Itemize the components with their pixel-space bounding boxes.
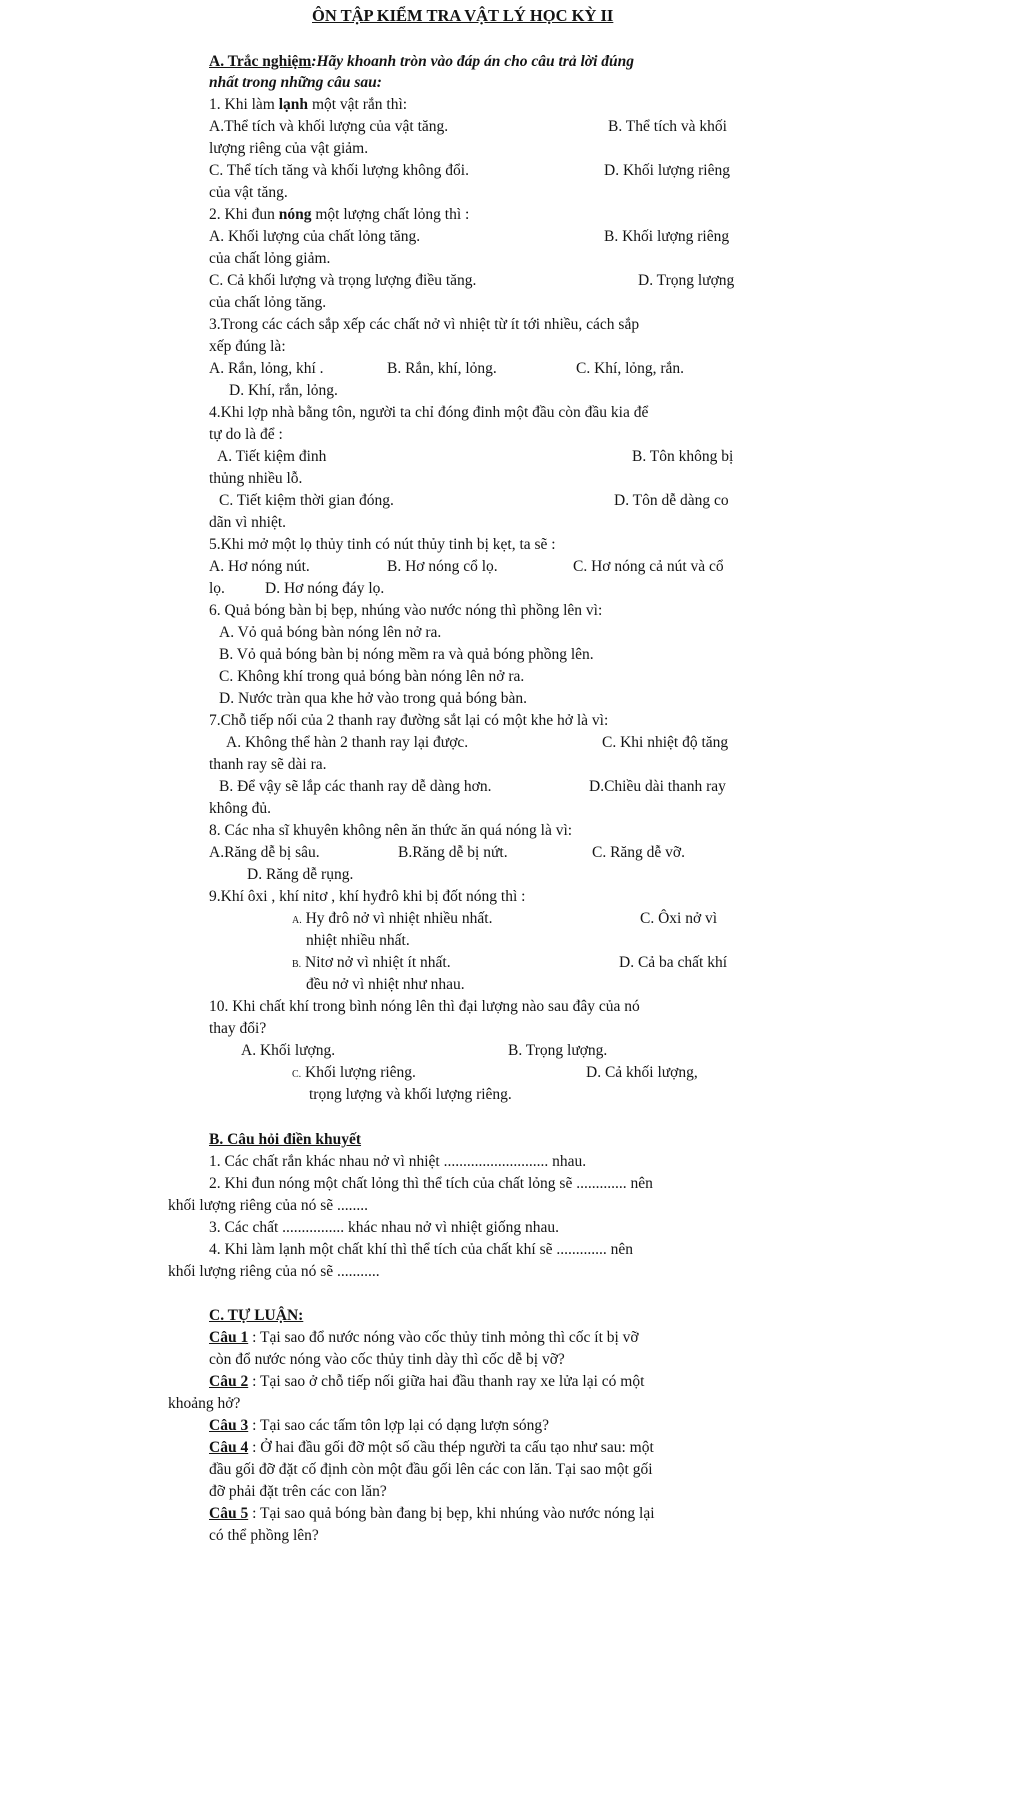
q9-option-d-cont: đều nở vì nhiệt như nhau. — [306, 976, 465, 993]
essay-question-3: Câu 3 : Tại sao các tấm tôn lợp lại có dạng lượn sóng? — [209, 1417, 550, 1434]
q7-option-c-cont: thanh ray sẽ dài ra. — [209, 756, 327, 773]
q2-option-b: B. Khối lượng riêng — [604, 228, 730, 245]
section-a-heading: A. Trắc nghiệm — [209, 53, 312, 70]
fill-blank-4-cont: khối lượng riêng của nó sẽ ........... — [168, 1263, 380, 1280]
q4-stem: 4.Khi lợp nhà bằng tôn, người ta chỉ đóng đinh một đầu còn đầu kia để — [209, 404, 649, 421]
section-b-heading: B. Câu hỏi điền khuyết — [209, 1131, 362, 1148]
q1-option-b: B. Thể tích và khối — [608, 118, 727, 135]
q8-option-c: C. Răng dễ vỡ. — [592, 844, 686, 861]
q1-option-d-cont: của vật tăng. — [209, 184, 288, 201]
q2-option-c: C. Cả khối lượng và trọng lượng điều tăng. — [209, 272, 477, 289]
q7-stem: 7.Chỗ tiếp nối của 2 thanh ray đường sắt lại có một khe hở là vì: — [209, 712, 609, 729]
q3-option-c: C. Khí, lỏng, rắn. — [576, 360, 685, 377]
q7-option-c: C. Khi nhiệt độ tăng — [602, 734, 729, 751]
section-a-instruction: nhất trong những câu sau: — [209, 74, 382, 91]
q6-stem: 6. Quả bóng bàn bị bẹp, nhúng vào nước nóng thì phồng lên vì: — [209, 602, 603, 619]
q2-option-d: D. Trọng lượng — [638, 272, 735, 289]
fill-blank-4: 4. Khi làm lạnh một chất khí thì thể tích của chất khí sẽ ............. nên — [209, 1241, 634, 1258]
section-c-heading: C. TỰ LUẬN: — [209, 1307, 304, 1324]
page-title: ÔN TẬP KIỂM TRA VẬT LÝ HỌC KỲ II — [312, 6, 614, 25]
essay-question-4-cont2: đỡ phải đặt trên các con lăn? — [209, 1483, 387, 1500]
q5-stem: 5.Khi mở một lọ thủy tinh có nút thủy tinh bị kẹt, ta sẽ : — [209, 536, 556, 553]
fill-blank-1: 1. Các chất rắn khác nhau nở vì nhiệt ........................... nhau. — [209, 1153, 587, 1170]
q8-option-d: D. Răng dễ rụng. — [247, 866, 354, 883]
q6-option-b: B. Vỏ quả bóng bàn bị nóng mềm ra và quả bóng phồng lên. — [219, 646, 594, 663]
essay-question-2-cont: khoảng hở? — [168, 1395, 241, 1412]
q8-option-a: A.Răng dễ bị sâu. — [209, 844, 320, 861]
q9-option-c-cont: nhiệt nhiều nhất. — [306, 932, 410, 949]
q4-option-d: D. Tôn dễ dàng co — [614, 492, 729, 509]
q4-option-c: C. Tiết kiệm thời gian đóng. — [219, 492, 394, 509]
q8-option-b: B.Răng dễ bị nứt. — [398, 844, 508, 861]
q2-option-b-cont: của chất lỏng giảm. — [209, 250, 331, 267]
q1-option-b-cont: lượng riêng của vật giảm. — [209, 140, 369, 157]
q5-option-a: A. Hơ nóng nút. — [209, 558, 310, 575]
fill-blank-2: 2. Khi đun nóng một chất lỏng thì thể tích của chất lỏng sẽ ............. nên — [209, 1175, 653, 1192]
q4-option-d-cont: dãn vì nhiệt. — [209, 514, 287, 531]
q3-option-d: D. Khí, rắn, lỏng. — [229, 382, 338, 399]
q3-option-b: B. Rắn, khí, lỏng. — [387, 360, 497, 377]
q5-option-c-cont: lọ. — [209, 580, 225, 597]
q1-option-a: A.Thể tích và khối lượng của vật tăng. — [209, 118, 449, 135]
essay-question-4: Câu 4 : Ở hai đầu gối đỡ một số cầu thép người ta cấu tạo như sau: một — [209, 1439, 654, 1456]
q9-option-c: C. Ôxi nở vì — [640, 910, 718, 927]
q10-stem: 10. Khi chất khí trong bình nóng lên thì đại lượng nào sau đây của nó — [209, 998, 640, 1015]
q5-option-c: C. Hơ nóng cả nút và cổ — [573, 558, 724, 575]
fill-blank-2-cont: khối lượng riêng của nó sẽ ........ — [168, 1197, 368, 1214]
q1-option-d: D. Khối lượng riêng — [604, 162, 730, 179]
q9-option-b: B. Nitơ nở vì nhiệt ít nhất. — [292, 954, 451, 971]
q2-option-d-cont: của chất lỏng tăng. — [209, 294, 327, 311]
essay-question-4-cont: đầu gối đỡ đặt cố định còn một đầu gối lên các con lăn. Tại sao một gối — [209, 1461, 653, 1478]
q2-stem: 2. Khi đun nóng một lượng chất lỏng thì : — [209, 206, 470, 223]
q3-option-a: A. Rắn, lỏng, khí . — [209, 360, 324, 377]
section-a-heading-line: A. Trắc nghiệm:Hãy khoanh tròn vào đáp án cho câu trả lời đúng — [209, 53, 635, 70]
q10-option-c: C. Khối lượng riêng. — [292, 1064, 416, 1081]
fill-blank-3: 3. Các chất ................ khác nhau nở vì nhiệt giống nhau. — [209, 1219, 559, 1236]
q3-stem: 3.Trong các cách sắp xếp các chất nở vì nhiệt từ ít tới nhiều, cách sắp — [209, 316, 640, 333]
q6-option-d: D. Nước tràn qua khe hở vào trong quả bóng bàn. — [219, 690, 528, 707]
q7-option-d-cont: không đủ. — [209, 800, 271, 817]
essay-question-2: Câu 2 : Tại sao ở chỗ tiếp nối giữa hai đầu thanh ray xe lửa lại có một — [209, 1373, 645, 1390]
q7-option-b: B. Để vậy sẽ lắp các thanh ray dễ dàng hơn. — [219, 778, 492, 795]
q9-stem: 9.Khí ôxi , khí nitơ , khí hyđrô khi bị đốt nóng thì : — [209, 888, 526, 905]
essay-question-1: Câu 1 : Tại sao đổ nước nóng vào cốc thủy tinh mỏng thì cốc ít bị vỡ — [209, 1329, 639, 1346]
q5-option-b: B. Hơ nóng cổ lọ. — [387, 558, 498, 575]
q3-stem-cont: xếp đúng là: — [209, 338, 286, 355]
q10-option-d-cont: trọng lượng và khối lượng riêng. — [309, 1086, 512, 1103]
essay-question-5-cont: có thể phồng lên? — [209, 1527, 319, 1544]
q4-option-a: A. Tiết kiệm đinh — [217, 448, 327, 465]
q1-stem: 1. Khi làm lạnh một vật rắn thì: — [209, 96, 408, 113]
q10-stem-cont: thay đổi? — [209, 1020, 267, 1037]
q2-option-a: A. Khối lượng của chất lỏng tăng. — [209, 228, 421, 245]
q10-option-d: D. Cả khối lượng, — [586, 1064, 698, 1081]
q10-option-a: A. Khối lượng. — [241, 1042, 336, 1059]
q10-option-b: B. Trọng lượng. — [508, 1042, 608, 1059]
q7-option-d: D.Chiều dài thanh ray — [589, 778, 726, 795]
q6-option-c: C. Không khí trong quả bóng bàn nóng lên nở ra. — [219, 668, 525, 685]
essay-question-5: Câu 5 : Tại sao quả bóng bàn đang bị bẹp, khi nhúng vào nước nóng lại — [209, 1505, 655, 1522]
q6-option-a: A. Vỏ quả bóng bàn nóng lên nở ra. — [219, 624, 442, 641]
essay-question-1-cont: còn đổ nước nóng vào cốc thủy tinh dày thì cốc dễ bị vỡ? — [209, 1351, 565, 1368]
q4-option-b-cont: thủng nhiều lỗ. — [209, 470, 303, 487]
q9-option-d: D. Cả ba chất khí — [619, 954, 728, 971]
q4-stem-cont: tự do là để : — [209, 426, 283, 443]
q8-stem: 8. Các nha sĩ khuyên không nên ăn thức ăn quá nóng là vì: — [209, 822, 573, 839]
q7-option-a: A. Không thể hàn 2 thanh ray lại được. — [226, 734, 469, 751]
q5-option-d: D. Hơ nóng đáy lọ. — [265, 580, 385, 597]
q4-option-b: B. Tôn không bị — [632, 448, 734, 465]
q9-option-a: A. Hy đrô nở vì nhiệt nhiều nhất. — [292, 910, 493, 927]
q1-option-c: C. Thể tích tăng và khối lượng không đổi. — [209, 162, 469, 179]
